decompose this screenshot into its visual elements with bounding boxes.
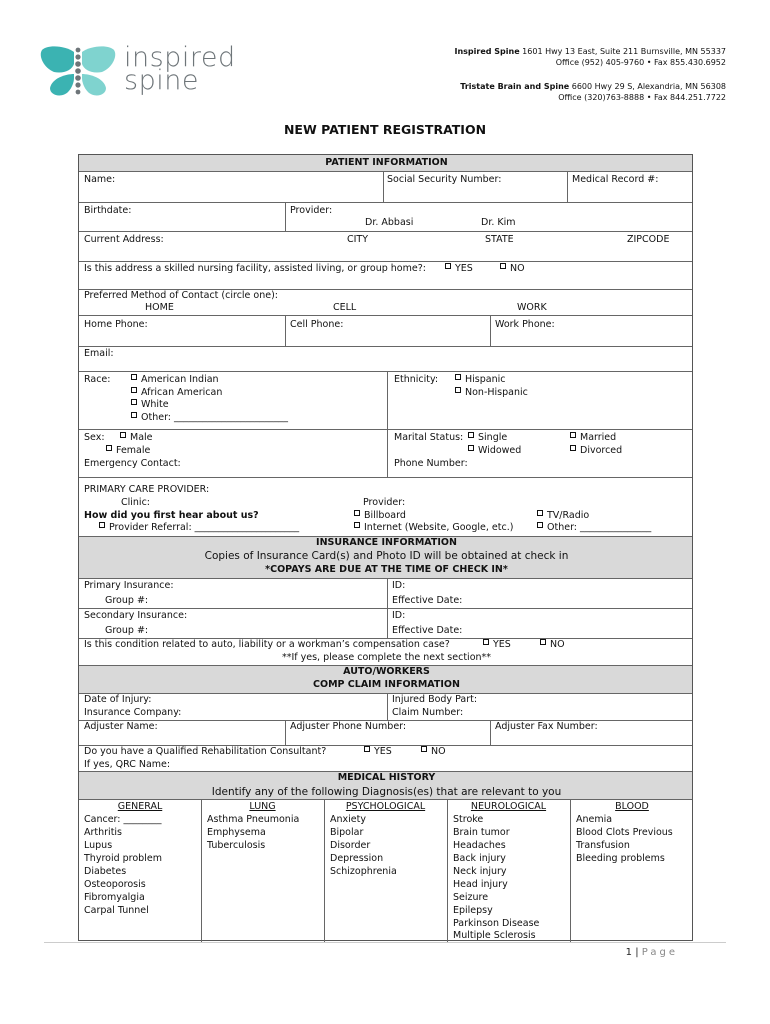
contact-method-question: Preferred Method of Contact (circle one): [84,290,279,301]
checkbox-icon [483,639,489,645]
birthdate-field[interactable]: Birthdate: [84,205,132,216]
emergency-contact-field[interactable]: Emergency Contact: [84,458,181,469]
cell-phone-field[interactable]: Cell Phone: [290,319,344,330]
checkbox-icon [468,445,474,451]
contact-work-option[interactable]: WORK [517,302,547,313]
diagnosis-arthritis[interactable]: Arthritis [84,827,123,838]
diagnosis-thyroid[interactable]: Thyroid problem [84,853,162,864]
diagnosis-lupus[interactable]: Lupus [84,840,113,851]
diagnosis-disorder[interactable]: Disorder [330,840,371,851]
race-label: Race: [84,374,111,385]
comp-case-note: **If yes, please complete the next section** [281,652,492,663]
race-white[interactable]: White [131,399,169,411]
insurance-heading: INSURANCE INFORMATION [316,537,457,548]
marital-widowed[interactable]: Widowed [468,445,521,457]
qrc-yes[interactable]: YES [364,746,392,758]
ethnicity-hispanic[interactable]: Hispanic [455,374,505,386]
sex-male[interactable]: Male [120,432,153,444]
page-title: NEW PATIENT REGISTRATION [283,122,487,137]
checkbox-icon [570,445,576,451]
marital-divorced[interactable]: Divorced [570,445,622,457]
comp-case-question: Is this condition related to auto, liability or a workman’s compensation case? [84,639,450,650]
race-african-american[interactable]: African American [131,387,222,399]
provider-dr-abbasi[interactable]: Dr. Abbasi [365,217,414,228]
diagnosis-seizure[interactable]: Seizure [453,892,489,903]
name-field[interactable]: Name: [84,174,116,185]
secondary-effective-date-field[interactable]: Effective Date: [392,625,463,636]
diagnosis-asthma-pneumonia[interactable]: Asthma Pneumonia [207,814,300,825]
race-other[interactable]: Other: ________________________ [131,412,288,424]
comp-case-yes[interactable]: YES [483,639,511,651]
checkbox-icon [537,510,543,516]
contact-cell-option[interactable]: CELL [333,302,357,313]
auto-comp-heading-1: AUTO/WORKERS [343,666,430,677]
secondary-group-field[interactable]: Group #: [105,625,149,636]
nursing-no-checkbox[interactable]: NO [500,263,525,275]
diagnosis-blood-clots[interactable]: Blood Clots Previous [576,827,673,838]
diagnosis-transfusion[interactable]: Transfusion [576,840,630,851]
pcp-clinic-field[interactable]: Clinic: [121,497,150,508]
checkbox-icon [445,263,451,269]
ethnicity-label: Ethnicity: [394,374,439,385]
email-field[interactable]: Email: [84,348,114,359]
checkbox-icon [354,522,360,528]
home-phone-field[interactable]: Home Phone: [84,319,148,330]
hear-other[interactable]: Other: _______________ [537,522,651,534]
adjuster-fax-field[interactable]: Adjuster Fax Number: [495,721,598,732]
diagnosis-osteoporosis[interactable]: Osteoporosis [84,879,146,890]
lung-column-title: LUNG [249,801,276,812]
diagnosis-bipolar[interactable]: Bipolar [330,827,364,838]
diagnosis-multiple-sclerosis[interactable]: Multiple Sclerosis [453,930,536,941]
marital-married[interactable]: Married [570,432,616,444]
injured-body-part-field[interactable]: Injured Body Part: [392,694,478,705]
neurological-column-title: NEUROLOGICAL [470,801,547,812]
ssn-field[interactable]: Social Security Number: [387,174,502,185]
checkbox-icon [468,432,474,438]
diagnosis-neck-injury[interactable]: Neck injury [453,866,507,877]
hear-tv-radio[interactable]: TV/Radio [537,510,589,522]
primary-group-field[interactable]: Group #: [105,595,149,606]
diagnosis-diabetes[interactable]: Diabetes [84,866,127,877]
hear-internet[interactable]: Internet (Website, Google, etc.) [354,522,513,534]
diagnosis-depression[interactable]: Depression [330,853,384,864]
diagnosis-bleeding-problems[interactable]: Bleeding problems [576,853,665,864]
checkbox-icon [364,746,370,752]
contact-home-option[interactable]: HOME [145,302,174,313]
diagnosis-brain-tumor[interactable]: Brain tumor [453,827,510,838]
primary-id-field[interactable]: ID: [392,580,406,591]
nursing-yes-checkbox[interactable]: YES [445,263,473,275]
diagnosis-parkinson[interactable]: Parkinson Disease [453,918,540,929]
primary-effective-date-field[interactable]: Effective Date: [392,595,463,606]
sex-female[interactable]: Female [106,445,150,457]
marital-status-label: Marital Status: [394,432,464,443]
checkbox-icon [120,432,126,438]
medical-history-instruction: Identify any of the following Diagnosis(es) that are relevant to you [211,786,562,798]
diagnosis-stroke[interactable]: Stroke [453,814,484,825]
diagnosis-schizophrenia[interactable]: Schizophrenia [330,866,397,877]
qrc-no[interactable]: NO [421,746,446,758]
psychological-column-title: PSYCHOLOGICAL [345,801,426,812]
patient-info-heading: PATIENT INFORMATION [325,157,448,168]
checkbox-icon [131,412,137,418]
diagnosis-anxiety[interactable]: Anxiety [330,814,366,825]
qrc-question: Do you have a Qualified Rehabilitation Consultant? [84,746,327,757]
copay-notice: *COPAYS ARE DUE AT THE TIME OF CHECK IN* [265,564,508,575]
emergency-phone-field[interactable]: Phone Number: [394,458,468,469]
diagnosis-back-injury[interactable]: Back injury [453,853,506,864]
primary-insurance-field[interactable]: Primary Insurance: [84,580,174,591]
adjuster-phone-field[interactable]: Adjuster Phone Number: [290,721,407,732]
secondary-id-field[interactable]: ID: [392,610,406,621]
nursing-facility-question: Is this address a skilled nursing facility, assisted living, or group home?: [84,263,426,274]
state-field[interactable]: STATE [485,234,514,245]
medical-history-heading: MEDICAL HISTORY [337,772,436,783]
zipcode-field[interactable]: ZIPCODE [627,234,670,245]
office-address-burnsville: Inspired Spine 1601 Hwy 13 East, Suite 211 Burnsville, MN 55337 Office (952) 405-9760 • Fax 855.430.6952 [454,47,726,67]
ethnicity-non-hispanic[interactable]: Non-Hispanic [455,387,528,399]
marital-single[interactable]: Single [468,432,507,444]
date-of-injury-field[interactable]: Date of Injury: [84,694,152,705]
hear-provider-referral[interactable]: Provider Referral: ______________________ [99,522,299,534]
city-field[interactable]: CITY [347,234,369,245]
checkbox-icon [131,399,137,405]
checkbox-icon [570,432,576,438]
insurance-note: Copies of Insurance Card(s) and Photo ID will be obtained at check in [204,550,569,562]
diagnosis-headaches[interactable]: Headaches [453,840,506,851]
diagnosis-tuberculosis[interactable]: Tuberculosis [207,840,266,851]
checkbox-icon [455,374,461,380]
checkbox-icon [500,263,506,269]
general-column-title: GENERAL [117,801,163,812]
qrc-name-field[interactable]: If yes, QRC Name: [84,759,171,770]
registration-form [78,154,693,941]
adjuster-name-field[interactable]: Adjuster Name: [84,721,158,732]
checkbox-icon [421,746,427,752]
pcp-provider-field[interactable]: Provider: [363,497,406,508]
logo-wordmark: inspired spine [124,42,236,96]
checkbox-icon [99,522,105,528]
checkbox-icon [354,510,360,516]
checkbox-icon [537,522,543,528]
diagnosis-anemia[interactable]: Anemia [576,814,613,825]
diagnosis-head-injury[interactable]: Head injury [453,879,508,890]
diagnosis-emphysema[interactable]: Emphysema [207,827,266,838]
claim-number-field[interactable]: Claim Number: [392,707,464,718]
medical-record-field[interactable]: Medical Record #: [572,174,659,185]
provider-dr-kim[interactable]: Dr. Kim [481,217,516,228]
checkbox-icon [131,374,137,380]
work-phone-field[interactable]: Work Phone: [495,319,555,330]
provider-label: Provider: [290,205,333,216]
diagnosis-fibromyalgia[interactable]: Fibromyalgia [84,892,145,903]
office-address-alexandria: Tristate Brain and Spine 6600 Hwy 29 S, Alexandria, MN 56308 Office (320)763-8888 • Fax 844.251.7722 [460,82,726,102]
race-american-indian[interactable]: American Indian [131,374,219,386]
blood-column-title: BLOOD [615,801,649,812]
checkbox-icon [106,445,112,451]
auto-insurance-company-field[interactable]: Insurance Company: [84,707,182,718]
sex-label: Sex: [84,432,105,443]
current-address-field[interactable]: Current Address: [84,234,164,245]
hear-about-question: How did you first hear about us? [84,510,259,521]
diagnosis-carpal-tunnel[interactable]: Carpal Tunnel [84,905,149,916]
comp-case-no[interactable]: NO [540,639,565,651]
footer-divider [44,942,726,943]
pcp-label: PRIMARY CARE PROVIDER: [84,484,210,495]
hear-billboard[interactable]: Billboard [354,510,406,522]
auto-comp-heading-2: COMP CLAIM INFORMATION [313,679,460,690]
butterfly-logo-icon [38,44,118,100]
secondary-insurance-field[interactable]: Secondary Insurance: [84,610,188,621]
checkbox-icon [455,387,461,393]
checkbox-icon [131,387,137,393]
page-number: 1 | Page [625,947,678,958]
diagnosis-cancer[interactable]: Cancer: ________ [84,814,162,825]
diagnosis-epilepsy[interactable]: Epilepsy [453,905,493,916]
checkbox-icon [540,639,546,645]
